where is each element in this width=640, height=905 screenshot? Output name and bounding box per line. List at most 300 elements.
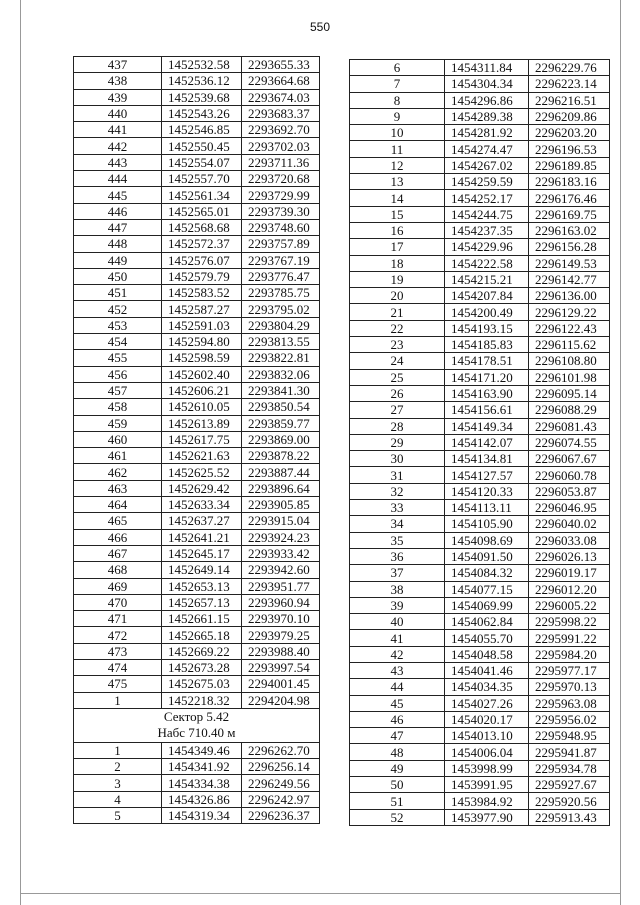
- x-coordinate-cell: 1452617.75: [162, 431, 242, 447]
- point-number-cell: 43: [350, 662, 445, 678]
- table-row: [350, 565, 610, 581]
- x-coordinate-cell: 1452594.80: [162, 334, 242, 350]
- point-number-cell: 451: [74, 285, 162, 301]
- x-coordinate-cell: 1452557.70: [162, 171, 242, 187]
- coordinates-table-right: [349, 59, 610, 826]
- table-row: [350, 157, 610, 173]
- point-number-cell: 443: [74, 154, 162, 170]
- x-coordinate-cell: 1452657.13: [162, 594, 242, 610]
- y-coordinate-cell: 2296040.02: [529, 516, 610, 532]
- point-number-cell: 468: [74, 562, 162, 578]
- y-coordinate-cell: 2296229.76: [529, 60, 610, 76]
- table-row: [350, 206, 610, 222]
- y-coordinate-cell: 2293739.30: [242, 203, 320, 219]
- x-coordinate-cell: 1454034.35: [445, 679, 529, 695]
- x-coordinate-cell: 1452565.01: [162, 203, 242, 219]
- y-coordinate-cell: 2296115.62: [529, 337, 610, 353]
- point-number-cell: 453: [74, 317, 162, 333]
- y-coordinate-cell: 2296026.13: [529, 548, 610, 564]
- point-number-cell: 14: [350, 190, 445, 206]
- table-row: [74, 808, 320, 824]
- point-number-cell: 27: [350, 402, 445, 418]
- y-coordinate-cell: 2296012.20: [529, 581, 610, 597]
- x-coordinate-cell: 1454274.47: [445, 141, 529, 157]
- x-coordinate-cell: 1454113.11: [445, 500, 529, 516]
- point-number-cell: 12: [350, 157, 445, 173]
- x-coordinate-cell: 1454098.69: [445, 532, 529, 548]
- x-coordinate-cell: 1452579.79: [162, 268, 242, 284]
- y-coordinate-cell: 2295956.02: [529, 711, 610, 727]
- x-coordinate-cell: 1452661.15: [162, 611, 242, 627]
- y-coordinate-cell: 2296209.86: [529, 108, 610, 124]
- x-coordinate-cell: 1452583.52: [162, 285, 242, 301]
- table-row: [74, 154, 320, 170]
- y-coordinate-cell: 2295927.67: [529, 777, 610, 793]
- x-coordinate-cell: 1452633.34: [162, 497, 242, 513]
- point-number-cell: 36: [350, 548, 445, 564]
- table-row: [350, 60, 610, 76]
- point-number-cell: 470: [74, 594, 162, 610]
- table-row: [350, 92, 610, 108]
- table-row: [350, 190, 610, 206]
- table-row: [350, 222, 610, 238]
- x-coordinate-cell: 1454006.04: [445, 744, 529, 760]
- x-coordinate-cell: 1454084.32: [445, 565, 529, 581]
- table-row: [74, 73, 320, 89]
- point-number-cell: 39: [350, 597, 445, 613]
- point-number-cell: 1: [74, 692, 162, 708]
- x-coordinate-cell: 1454222.58: [445, 255, 529, 271]
- point-number-cell: 446: [74, 203, 162, 219]
- x-coordinate-cell: 1452587.27: [162, 301, 242, 317]
- point-number-cell: 10: [350, 125, 445, 141]
- y-coordinate-cell: 2293942.60: [242, 562, 320, 578]
- x-coordinate-cell: 1452645.17: [162, 545, 242, 561]
- point-number-cell: 33: [350, 500, 445, 516]
- point-number-cell: 460: [74, 431, 162, 447]
- point-number-cell: 40: [350, 614, 445, 630]
- point-number-cell: 444: [74, 171, 162, 187]
- x-coordinate-cell: 1453991.95: [445, 777, 529, 793]
- x-coordinate-cell: 1452576.07: [162, 252, 242, 268]
- y-coordinate-cell: 2296136.00: [529, 288, 610, 304]
- table-row: [350, 288, 610, 304]
- page-right-edge: [620, 0, 621, 905]
- y-coordinate-cell: 2294001.45: [242, 676, 320, 692]
- x-coordinate-cell: 1454027.26: [445, 695, 529, 711]
- y-coordinate-cell: 2293979.25: [242, 627, 320, 643]
- point-number-cell: 458: [74, 399, 162, 415]
- y-coordinate-cell: 2293887.44: [242, 464, 320, 480]
- x-coordinate-cell: 1452591.03: [162, 317, 242, 333]
- x-coordinate-cell: 1452546.85: [162, 122, 242, 138]
- y-coordinate-cell: 2296242.97: [242, 791, 320, 807]
- point-number-cell: 456: [74, 366, 162, 382]
- x-coordinate-cell: 1454048.58: [445, 646, 529, 662]
- x-coordinate-cell: 1454163.90: [445, 385, 529, 401]
- table-row: [74, 415, 320, 431]
- y-coordinate-cell: 2296074.55: [529, 434, 610, 450]
- table-row: [350, 369, 610, 385]
- y-coordinate-cell: 2296256.14: [242, 759, 320, 775]
- page-left-edge: [20, 0, 21, 905]
- y-coordinate-cell: 2296122.43: [529, 320, 610, 336]
- point-number-cell: 5: [74, 808, 162, 824]
- x-coordinate-cell: 1454304.34: [445, 76, 529, 92]
- page-number: 550: [309, 20, 331, 34]
- y-coordinate-cell: 2296053.87: [529, 483, 610, 499]
- y-coordinate-cell: 2293905.85: [242, 497, 320, 513]
- point-number-cell: 21: [350, 304, 445, 320]
- table-row: [74, 448, 320, 464]
- y-coordinate-cell: 2293997.54: [242, 659, 320, 675]
- point-number-cell: 22: [350, 320, 445, 336]
- table-row: [350, 434, 610, 450]
- y-coordinate-cell: 2293776.47: [242, 268, 320, 284]
- x-coordinate-cell: 1454069.99: [445, 597, 529, 613]
- table-row: [350, 385, 610, 401]
- x-coordinate-cell: 1454319.34: [162, 808, 242, 824]
- y-coordinate-cell: 2294204.98: [242, 692, 320, 708]
- x-coordinate-cell: 1454041.46: [445, 662, 529, 678]
- y-coordinate-cell: 2293711.36: [242, 154, 320, 170]
- x-coordinate-cell: 1452218.32: [162, 692, 242, 708]
- x-coordinate-cell: 1452610.05: [162, 399, 242, 415]
- y-coordinate-cell: 2293859.77: [242, 415, 320, 431]
- point-number-cell: 44: [350, 679, 445, 695]
- x-coordinate-cell: 1452673.28: [162, 659, 242, 675]
- x-coordinate-cell: 1452641.21: [162, 529, 242, 545]
- y-coordinate-cell: 2296101.98: [529, 369, 610, 385]
- point-number-cell: 473: [74, 643, 162, 659]
- table-row: [350, 679, 610, 695]
- x-coordinate-cell: 1454077.15: [445, 581, 529, 597]
- y-coordinate-cell: 2293951.77: [242, 578, 320, 594]
- y-coordinate-cell: 2296046.95: [529, 500, 610, 516]
- table-row: [74, 171, 320, 187]
- table-row: [350, 353, 610, 369]
- table-row: [74, 676, 320, 692]
- table-row: [74, 252, 320, 268]
- table-row: [74, 759, 320, 775]
- point-number-cell: 457: [74, 382, 162, 398]
- table-row: [350, 793, 610, 809]
- table-row: [74, 464, 320, 480]
- y-coordinate-cell: 2293813.55: [242, 334, 320, 350]
- y-coordinate-cell: 2296067.67: [529, 451, 610, 467]
- x-coordinate-cell: 1452629.42: [162, 480, 242, 496]
- y-coordinate-cell: 2296019.17: [529, 565, 610, 581]
- point-number-cell: 454: [74, 334, 162, 350]
- point-number-cell: 467: [74, 545, 162, 561]
- x-coordinate-cell: 1454215.21: [445, 271, 529, 287]
- x-coordinate-cell: 1454334.38: [162, 775, 242, 791]
- x-coordinate-cell: 1454193.15: [445, 320, 529, 336]
- x-coordinate-cell: 1452602.40: [162, 366, 242, 382]
- point-number-cell: 18: [350, 255, 445, 271]
- point-number-cell: 11: [350, 141, 445, 157]
- x-coordinate-cell: 1454127.57: [445, 467, 529, 483]
- table-row: [74, 122, 320, 138]
- x-coordinate-cell: 1454237.35: [445, 222, 529, 238]
- point-number-cell: 449: [74, 252, 162, 268]
- y-coordinate-cell: 2296262.70: [242, 742, 320, 758]
- point-number-cell: 16: [350, 222, 445, 238]
- y-coordinate-cell: 2293896.64: [242, 480, 320, 496]
- table-row: [74, 742, 320, 758]
- y-coordinate-cell: 2295913.43: [529, 809, 610, 825]
- x-coordinate-cell: 1454013.10: [445, 728, 529, 744]
- point-number-cell: 475: [74, 676, 162, 692]
- point-number-cell: 23: [350, 337, 445, 353]
- table-row: [350, 777, 610, 793]
- x-coordinate-cell: 1454156.61: [445, 402, 529, 418]
- x-coordinate-cell: 1454259.59: [445, 174, 529, 190]
- y-coordinate-cell: 2295920.56: [529, 793, 610, 809]
- y-coordinate-cell: 2293988.40: [242, 643, 320, 659]
- y-coordinate-cell: 2293915.04: [242, 513, 320, 529]
- x-coordinate-cell: 1452606.21: [162, 382, 242, 398]
- coordinates-table-left: [73, 56, 320, 824]
- y-coordinate-cell: 2293869.00: [242, 431, 320, 447]
- table-row: [350, 451, 610, 467]
- x-coordinate-cell: 1454252.17: [445, 190, 529, 206]
- table-row: [74, 399, 320, 415]
- x-coordinate-cell: 1454229.96: [445, 239, 529, 255]
- table-row: [350, 744, 610, 760]
- y-coordinate-cell: 2293683.37: [242, 105, 320, 121]
- table-row: [74, 627, 320, 643]
- table-row: [74, 659, 320, 675]
- x-coordinate-cell: 1454120.33: [445, 483, 529, 499]
- page-bottom-edge: [20, 893, 620, 894]
- table-row: [74, 138, 320, 154]
- point-number-cell: 461: [74, 448, 162, 464]
- x-coordinate-cell: 1454200.49: [445, 304, 529, 320]
- point-number-cell: 17: [350, 239, 445, 255]
- table-row: [350, 646, 610, 662]
- x-coordinate-cell: 1454244.75: [445, 206, 529, 222]
- y-coordinate-cell: 2295963.08: [529, 695, 610, 711]
- table-row: [74, 594, 320, 610]
- x-coordinate-cell: 1454062.84: [445, 614, 529, 630]
- point-number-cell: 47: [350, 728, 445, 744]
- x-coordinate-cell: 1452554.07: [162, 154, 242, 170]
- y-coordinate-cell: 2295984.20: [529, 646, 610, 662]
- table-row: [350, 255, 610, 271]
- table-row: [74, 350, 320, 366]
- table-row: [350, 662, 610, 678]
- table-row: [350, 597, 610, 613]
- x-coordinate-cell: 1453977.90: [445, 809, 529, 825]
- y-coordinate-cell: 2293767.19: [242, 252, 320, 268]
- y-coordinate-cell: 2295941.87: [529, 744, 610, 760]
- point-number-cell: 15: [350, 206, 445, 222]
- point-number-cell: 455: [74, 350, 162, 366]
- y-coordinate-cell: 2296196.53: [529, 141, 610, 157]
- y-coordinate-cell: 2293832.06: [242, 366, 320, 382]
- y-coordinate-cell: 2293960.94: [242, 594, 320, 610]
- x-coordinate-cell: 1454055.70: [445, 630, 529, 646]
- table-row: [74, 775, 320, 791]
- x-coordinate-cell: 1452561.34: [162, 187, 242, 203]
- sector-header: [74, 708, 320, 742]
- sector-height: Набс 710.40 м: [157, 725, 236, 741]
- x-coordinate-cell: 1452653.13: [162, 578, 242, 594]
- point-number-cell: 19: [350, 271, 445, 287]
- point-number-cell: 3: [74, 775, 162, 791]
- y-coordinate-cell: 2293795.02: [242, 301, 320, 317]
- y-coordinate-cell: 2296060.78: [529, 467, 610, 483]
- x-coordinate-cell: 1454207.84: [445, 288, 529, 304]
- table-row: [350, 581, 610, 597]
- point-number-cell: 28: [350, 418, 445, 434]
- point-number-cell: 25: [350, 369, 445, 385]
- x-coordinate-cell: 1452598.59: [162, 350, 242, 366]
- x-coordinate-cell: 1454020.17: [445, 711, 529, 727]
- table-row: [74, 317, 320, 333]
- x-coordinate-cell: 1454326.86: [162, 791, 242, 807]
- point-number-cell: 439: [74, 89, 162, 105]
- y-coordinate-cell: 2296183.16: [529, 174, 610, 190]
- y-coordinate-cell: 2295970.13: [529, 679, 610, 695]
- point-number-cell: 34: [350, 516, 445, 532]
- point-number-cell: 46: [350, 711, 445, 727]
- y-coordinate-cell: 2293702.03: [242, 138, 320, 154]
- table-row: [350, 532, 610, 548]
- point-number-cell: 448: [74, 236, 162, 252]
- point-number-cell: 459: [74, 415, 162, 431]
- y-coordinate-cell: 2296223.14: [529, 76, 610, 92]
- point-number-cell: 24: [350, 353, 445, 369]
- y-coordinate-cell: 2293674.03: [242, 89, 320, 105]
- x-coordinate-cell: 1452637.27: [162, 513, 242, 529]
- point-number-cell: 438: [74, 73, 162, 89]
- y-coordinate-cell: 2296216.51: [529, 92, 610, 108]
- y-coordinate-cell: 2293729.99: [242, 187, 320, 203]
- y-coordinate-cell: 2293785.75: [242, 285, 320, 301]
- table-row: [74, 791, 320, 807]
- x-coordinate-cell: 1452550.45: [162, 138, 242, 154]
- table-row: [350, 320, 610, 336]
- y-coordinate-cell: 2296095.14: [529, 385, 610, 401]
- y-coordinate-cell: 2293720.68: [242, 171, 320, 187]
- x-coordinate-cell: 1454171.20: [445, 369, 529, 385]
- table-row: [74, 219, 320, 235]
- y-coordinate-cell: 2296129.22: [529, 304, 610, 320]
- y-coordinate-cell: 2293850.54: [242, 399, 320, 415]
- point-number-cell: 45: [350, 695, 445, 711]
- point-number-cell: 1: [74, 742, 162, 758]
- point-number-cell: 42: [350, 646, 445, 662]
- point-number-cell: 437: [74, 57, 162, 73]
- table-row: [350, 76, 610, 92]
- point-number-cell: 20: [350, 288, 445, 304]
- x-coordinate-cell: 1452649.14: [162, 562, 242, 578]
- sector-header-row: [74, 708, 320, 742]
- x-coordinate-cell: 1454311.84: [445, 60, 529, 76]
- point-number-cell: 2: [74, 759, 162, 775]
- table-row: [74, 611, 320, 627]
- y-coordinate-cell: 2293841.30: [242, 382, 320, 398]
- y-coordinate-cell: 2293822.81: [242, 350, 320, 366]
- x-coordinate-cell: 1452665.18: [162, 627, 242, 643]
- point-number-cell: 452: [74, 301, 162, 317]
- table-row: [350, 239, 610, 255]
- point-number-cell: 469: [74, 578, 162, 594]
- point-number-cell: 48: [350, 744, 445, 760]
- point-number-cell: 6: [350, 60, 445, 76]
- y-coordinate-cell: 2295998.22: [529, 614, 610, 630]
- table-row: [350, 695, 610, 711]
- y-coordinate-cell: 2295948.95: [529, 728, 610, 744]
- table-row: [350, 174, 610, 190]
- y-coordinate-cell: 2296005.22: [529, 597, 610, 613]
- table-row: [74, 578, 320, 594]
- point-number-cell: 466: [74, 529, 162, 545]
- x-coordinate-cell: 1452621.63: [162, 448, 242, 464]
- x-coordinate-cell: 1453998.99: [445, 760, 529, 776]
- table-row: [350, 500, 610, 516]
- y-coordinate-cell: 2296081.43: [529, 418, 610, 434]
- point-number-cell: 37: [350, 565, 445, 581]
- y-coordinate-cell: 2293692.70: [242, 122, 320, 138]
- y-coordinate-cell: 2296108.80: [529, 353, 610, 369]
- x-coordinate-cell: 1452675.03: [162, 676, 242, 692]
- x-coordinate-cell: 1454349.46: [162, 742, 242, 758]
- table-row: [74, 285, 320, 301]
- y-coordinate-cell: 2296156.28: [529, 239, 610, 255]
- x-coordinate-cell: 1454149.34: [445, 418, 529, 434]
- y-coordinate-cell: 2293933.42: [242, 545, 320, 561]
- x-coordinate-cell: 1454289.38: [445, 108, 529, 124]
- table-row: [74, 382, 320, 398]
- x-coordinate-cell: 1454281.92: [445, 125, 529, 141]
- table-row: [74, 334, 320, 350]
- table-row: [350, 271, 610, 287]
- table-row: [74, 301, 320, 317]
- x-coordinate-cell: 1452543.26: [162, 105, 242, 121]
- x-coordinate-cell: 1454267.02: [445, 157, 529, 173]
- table-row: [350, 304, 610, 320]
- point-number-cell: 49: [350, 760, 445, 776]
- x-coordinate-cell: 1452532.58: [162, 57, 242, 73]
- y-coordinate-cell: 2293748.60: [242, 219, 320, 235]
- y-coordinate-cell: 2293878.22: [242, 448, 320, 464]
- point-number-cell: 13: [350, 174, 445, 190]
- point-number-cell: 35: [350, 532, 445, 548]
- table-row: [74, 562, 320, 578]
- table-row: [74, 529, 320, 545]
- table-row: [350, 125, 610, 141]
- x-coordinate-cell: 1452568.68: [162, 219, 242, 235]
- table-row: [350, 516, 610, 532]
- point-number-cell: 41: [350, 630, 445, 646]
- y-coordinate-cell: 2293804.29: [242, 317, 320, 333]
- table-row: [350, 630, 610, 646]
- x-coordinate-cell: 1452625.52: [162, 464, 242, 480]
- table-row: [74, 236, 320, 252]
- point-number-cell: 32: [350, 483, 445, 499]
- table-row: [350, 483, 610, 499]
- y-coordinate-cell: 2296163.02: [529, 222, 610, 238]
- table-row: [350, 108, 610, 124]
- table-row: [350, 467, 610, 483]
- table-row: [74, 187, 320, 203]
- x-coordinate-cell: 1454341.92: [162, 759, 242, 775]
- x-coordinate-cell: 1454296.86: [445, 92, 529, 108]
- y-coordinate-cell: 2296033.08: [529, 532, 610, 548]
